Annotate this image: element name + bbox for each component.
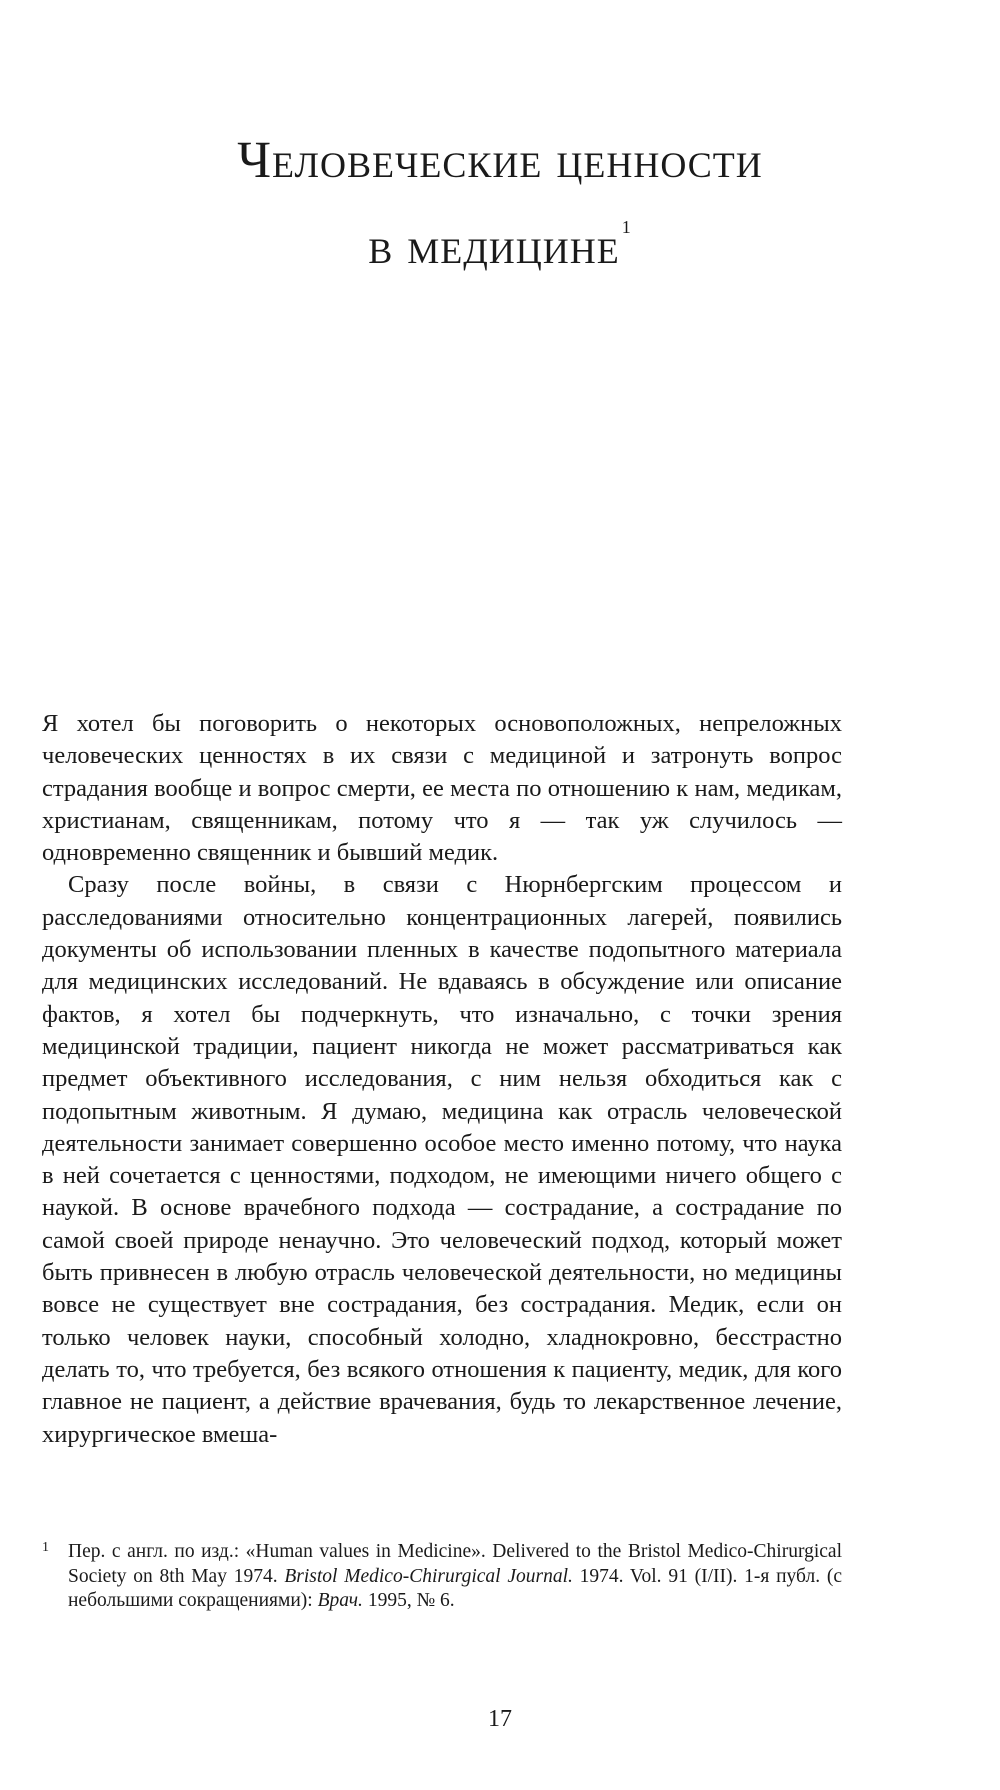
footnote-journal-title: Bristol Medico-Chirurgical Journal. bbox=[284, 1565, 573, 1587]
chapter-title bbox=[0, 128, 1000, 280]
chapter-title-line-1: Человеческие ценности bbox=[237, 132, 763, 189]
footnote-reference: 1 bbox=[621, 217, 632, 237]
footnote-source-title: Врач. bbox=[317, 1590, 363, 1611]
footnote-text-part-2: 1974. Vol. 91 (I/II). 1-я публ. (с небольшими сокращениями): bbox=[68, 1565, 842, 1611]
footnote-text-part-1: Пер. с англ. по изд.: «Human values in Medicine». Delivered to the Bristol Medico-Chirurgical Society on 8th May 1974. bbox=[68, 1541, 842, 1587]
footnote bbox=[42, 1540, 842, 1614]
body-text bbox=[42, 708, 842, 1451]
chapter-title-line-2 bbox=[0, 194, 1000, 280]
footnote-text bbox=[42, 1540, 842, 1614]
page-number: 17 bbox=[488, 1706, 512, 1732]
chapter-title-line-2-text: в медицине bbox=[368, 218, 620, 275]
footnote-mark: 1 bbox=[42, 1540, 49, 1555]
paragraph-1: Я хотел бы поговорить о некоторых основоположных, непреложных человеческих ценностях в их связи с медициной и затронуть вопрос страдания вообще и вопрос смерти, ее места по отношению к нам, медикам, христианам, священникам, потому что я — так уж случилось — одновременно священник и бывший медик. bbox=[42, 710, 842, 867]
paragraph-2: Сразу после войны, в связи с Нюрнбергским процессом и расследованиями относительно концентрационных лагерей, появились документы об использовании пленных в качестве подопытного материала для медицинских исследований. Не вдаваясь в обсуждение или описание фактов, я хотел бы подчеркнуть, что изначально, с точки зрения медицинской традиции, пациент никогда не может рассматриваться как предмет объективного исследования, с ним нельзя обходиться как с подопытным животным. Я думаю, медицина как отрасль человеческой деятельности занимает совершенно особое место именно потому, что наука в ней сочетается с ценностями, подходом, не имеющими ничего общего с наукой. В основе врачебного подхода — сострадание, а сострадание по самой своей природе ненаучно. Это человеческий подход, который может быть привнесен в любую отрасль человеческой деятельности, но медицины вовсе не существует вне сострадания, без сострадания. Медик, если он только человек науки, способный холодно, хладнокровно, бесстрастно делать то, что требуется, без всякого отношения к пациенту, медик, для кого главное не пациент, а действие врачевания, будь то лекарственное лечение, хирургическое вмеша- bbox=[42, 871, 842, 1448]
footnote-text-part-3: 1995, № 6. bbox=[362, 1590, 455, 1611]
